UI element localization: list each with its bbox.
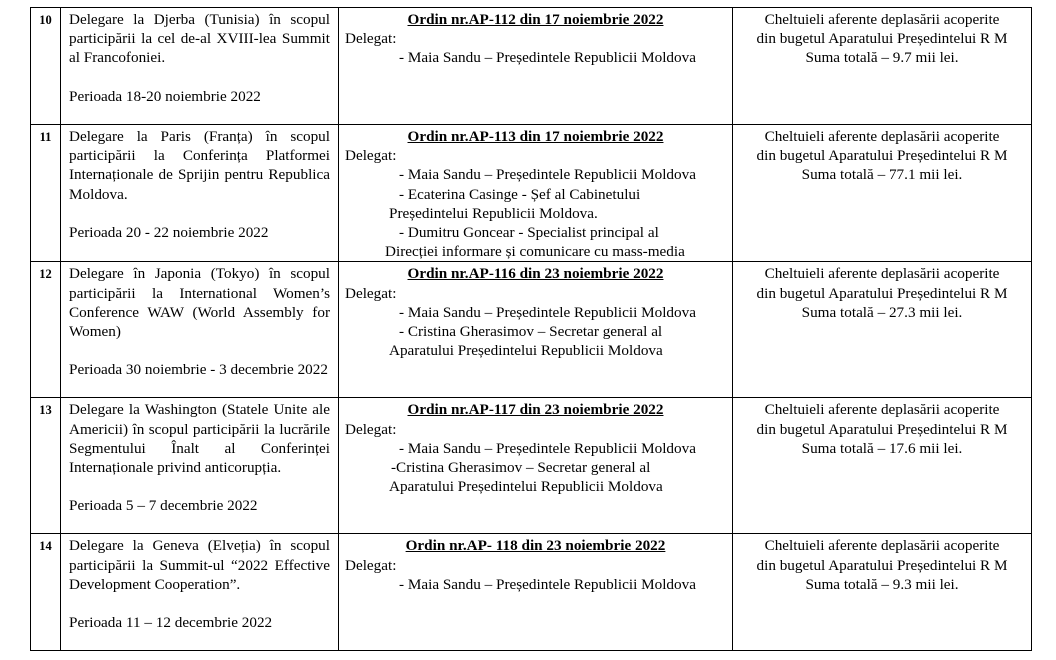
delegate-line: - Maia Sandu – Președintele Republicii Moldova — [399, 439, 696, 457]
cost-total: Suma totală – 9.3 mii lei. — [805, 575, 959, 593]
period-text: Perioada 11 – 12 decembrie 2022 — [69, 614, 273, 632]
order-cell — [339, 8, 733, 125]
cost-line: din bugetul Aparatului Președintelui R M — [756, 420, 1008, 438]
delegat-label: Delegat: — [345, 284, 397, 302]
cost-line: Cheltuieli aferente deplasării acoperite — [764, 265, 1000, 283]
row-number: 10 — [31, 8, 61, 125]
cost-total: Suma totală – 9.7 mii lei. — [805, 49, 959, 67]
delegation-description — [61, 534, 339, 651]
cost-total: Suma totală – 17.6 mii lei. — [801, 439, 963, 457]
cost-line: Cheltuieli aferente deplasării acoperite — [764, 537, 1000, 555]
delegate-line: - Maia Sandu – Președintele Republicii Moldova — [399, 303, 696, 321]
delegations-table — [30, 7, 1032, 651]
cost-line: Cheltuieli aferente deplasării acoperite — [764, 128, 1000, 145]
order-title: Ordin nr.AP-113 din 17 noiembrie 2022 — [407, 128, 664, 145]
table-row — [31, 398, 1032, 534]
delegate-line: - Ecaterina Casinge - Șef al Cabinetului — [399, 185, 641, 203]
order-cell — [339, 262, 733, 398]
delegate-line: Aparatului Președintelui Republicii Moldova — [389, 478, 663, 496]
cost-cell — [733, 534, 1032, 651]
description-text: Delegare la Paris (Franța) în scopul participării la Conferința Platformei Internaționale de Sprijin pentru Republica Moldova. — [69, 128, 330, 203]
delegat-label: Delegat: — [345, 147, 397, 165]
table-row — [31, 534, 1032, 651]
cost-line: din bugetul Aparatului Președintelui R M — [756, 147, 1008, 165]
delegation-description — [61, 8, 339, 125]
period-text: Perioada 18-20 noiembrie 2022 — [69, 87, 261, 105]
cost-line: Cheltuieli aferente deplasării acoperite — [764, 11, 1000, 28]
order-cell — [339, 534, 733, 651]
period-text: Perioada 20 - 22 noiembrie 2022 — [69, 224, 269, 241]
order-cell — [339, 398, 733, 534]
order-cell — [339, 125, 733, 262]
row-number: 11 — [31, 125, 61, 262]
row-number: 14 — [31, 534, 61, 651]
cost-total: Suma totală – 27.3 mii lei. — [801, 303, 963, 321]
cost-line: Cheltuieli aferente deplasării acoperite — [764, 401, 1000, 419]
delegation-description — [61, 398, 339, 534]
delegate-line: - Maia Sandu – Președintele Republicii Moldova — [399, 166, 696, 184]
cost-total: Suma totală – 77.1 mii lei. — [801, 166, 963, 184]
row-number: 12 — [31, 262, 61, 398]
cost-line: din bugetul Aparatului Președintelui R M — [756, 284, 1008, 302]
delegate-line: Aparatului Președintelui Republicii Moldova — [389, 342, 663, 360]
delegat-label: Delegat: — [345, 556, 397, 574]
table-row — [31, 8, 1032, 125]
table-row — [31, 262, 1032, 398]
period-text: Perioada 30 noiembrie - 3 decembrie 2022 — [69, 361, 328, 379]
row-number: 13 — [31, 398, 61, 534]
order-title: Ordin nr.AP-116 din 23 noiembrie 2022 — [407, 265, 664, 283]
delegate-line: - Dumitru Goncear - Specialist principal al — [399, 224, 659, 242]
order-title: Ordin nr.AP-117 din 23 noiembrie 2022 — [407, 401, 664, 419]
description-text: Delegare la Washington (Statele Unite ale Americii) în scopul participării la lucrările Segmentului Înalt al Conferinței Internaționale privind anticorupția. — [69, 401, 330, 477]
cost-cell — [733, 8, 1032, 125]
delegation-description — [61, 125, 339, 262]
delegat-label: Delegat: — [345, 30, 397, 48]
cost-line: din bugetul Aparatului Președintelui R M — [756, 30, 1008, 48]
delegate-line: - Maia Sandu – Președintele Republicii Moldova — [399, 49, 696, 67]
cost-line: din bugetul Aparatului Președintelui R M — [756, 556, 1008, 574]
delegat-label: Delegat: — [345, 420, 397, 438]
description-text: Delegare la Geneva (Elveția) în scopul participării la Summit-ul “2022 Effective Development Cooperation”. — [69, 537, 330, 593]
cost-cell — [733, 125, 1032, 262]
cost-cell — [733, 398, 1032, 534]
description-text: Delegare la Djerba (Tunisia) în scopul participării la cel de-al XVIII-lea Summit al Francofoniei. — [69, 11, 330, 67]
delegation-description — [61, 262, 339, 398]
order-title: Ordin nr.AP-112 din 17 noiembrie 2022 — [407, 11, 664, 28]
table-row — [31, 125, 1032, 262]
period-text: Perioada 5 – 7 decembrie 2022 — [69, 497, 258, 515]
delegate-line: - Cristina Gherasimov – Secretar general al — [399, 323, 663, 341]
description-text: Delegare în Japonia (Tokyo) în scopul participării la International Women’s Conference WAW (World Assembly for Women) — [69, 265, 330, 341]
delegate-line: Președintelui Republicii Moldova. — [389, 204, 598, 222]
delegate-line: Direcției informare și comunicare cu mass-media — [385, 243, 685, 261]
cost-cell — [733, 262, 1032, 398]
order-title: Ordin nr.AP- 118 din 23 noiembrie 2022 — [405, 537, 666, 555]
delegate-line: -Cristina Gherasimov – Secretar general al — [391, 459, 651, 477]
delegate-line: - Maia Sandu – Președintele Republicii Moldova — [399, 575, 696, 593]
